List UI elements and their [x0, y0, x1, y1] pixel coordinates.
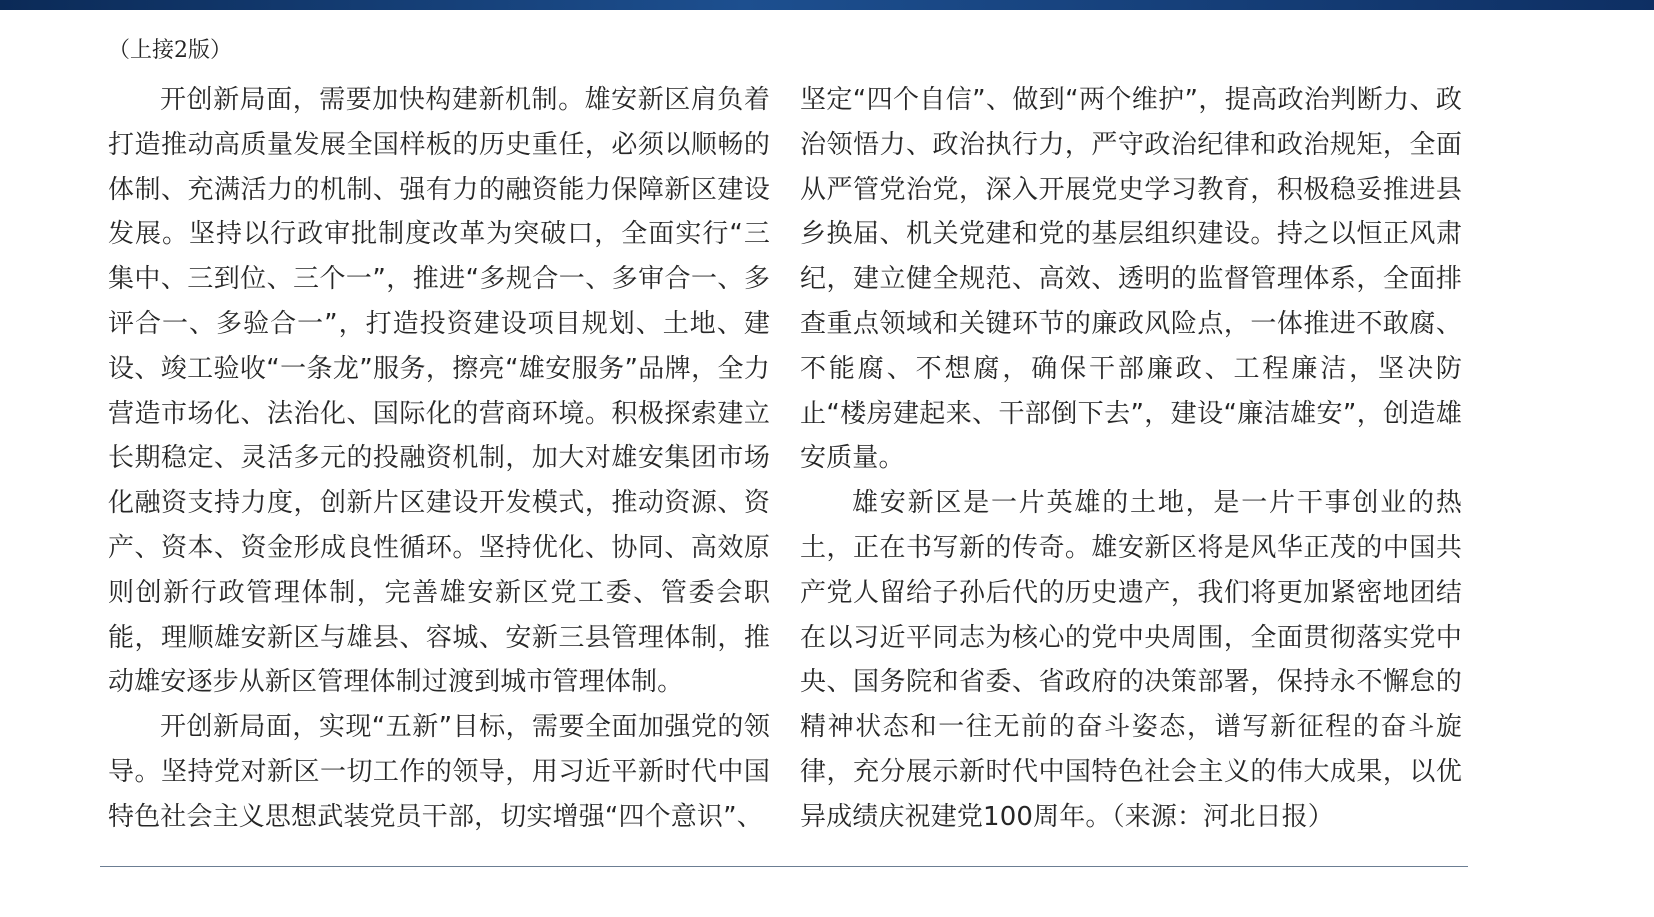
article-column-right — [800, 78, 1462, 840]
continued-from-note: （上接2版） — [108, 38, 232, 63]
paragraph-party-leadership: 开创新局面，实现“五新”目标，需要全面加强党的领导。坚持党对新区一切工作的领导，用习近平新时代中国特色社会主义思想武装党员干部，切实增强“四个意识”、 — [108, 712, 770, 832]
paragraph-party-leadership-continued: 坚定“四个自信”、做到“两个维护”，提高政治判断力、政治领悟力、政治执行力，严守政治纪律和政治规矩，全面从严管党治党，深入开展党史学习教育，积极稳妥推进县乡换届、机关党建和党的基层组织建设。持之以恒正风肃纪，建立健全规范、高效、透明的监督管理体系，全面排查重点领域和关键环节的廉政风险点，一体推进不敢腐、不能腐、不想腐，确保干部廉政、工程廉洁，坚决防止“楼房建起来、干部倒下去”，建设“廉洁雄安”，创造雄安质量。 — [800, 85, 1462, 474]
bottom-divider — [100, 866, 1468, 867]
paragraph-conclusion: 雄安新区是一片英雄的土地，是一片干事创业的热土，正在书写新的传奇。雄安新区将是风华正茂的中国共产党人留给子孙后代的历史遗产，我们将更加紧密地团结在以习近平同志为核心的党中央周围，全面贯彻落实党中央、国务院和省委、省政府的决策部署，保持永不懈怠的精神状态和一往无前的奋斗姿态，谱写新征程的奋斗旋律，充分展示新时代中国特色社会主义的伟大成果，以优异成绩庆祝建党100周年。（来源：河北日报） — [800, 488, 1462, 832]
top-decorative-bar — [0, 0, 1654, 10]
paragraph-new-mechanism: 开创新局面，需要加快构建新机制。雄安新区肩负着打造推动高质量发展全国样板的历史重任，必须以顺畅的体制、充满活力的机制、强有力的融资能力保障新区建设发展。坚持以行政审批制度改革为突破口，全面实行“三集中、三到位、三个一”，推进“多规合一、多审合一、多评合一、多验合一”，打造投资建设项目规划、土地、建设、竣工验收“一条龙”服务，擦亮“雄安服务”品牌，全力营造市场化、法治化、国际化的营商环境。积极探索建立长期稳定、灵活多元的投融资机制，加大对雄安集团市场化融资支持力度，创新片区建设开发模式，推动资源、资产、资本、资金形成良性循环。坚持优化、协同、高效原则创新行政管理体制，完善雄安新区党工委、管委会职能，理顺雄安新区与雄县、容城、安新三县管理体制，推动雄安逐步从新区管理体制过渡到城市管理体制。 — [108, 85, 770, 698]
article-column-left — [108, 78, 770, 840]
